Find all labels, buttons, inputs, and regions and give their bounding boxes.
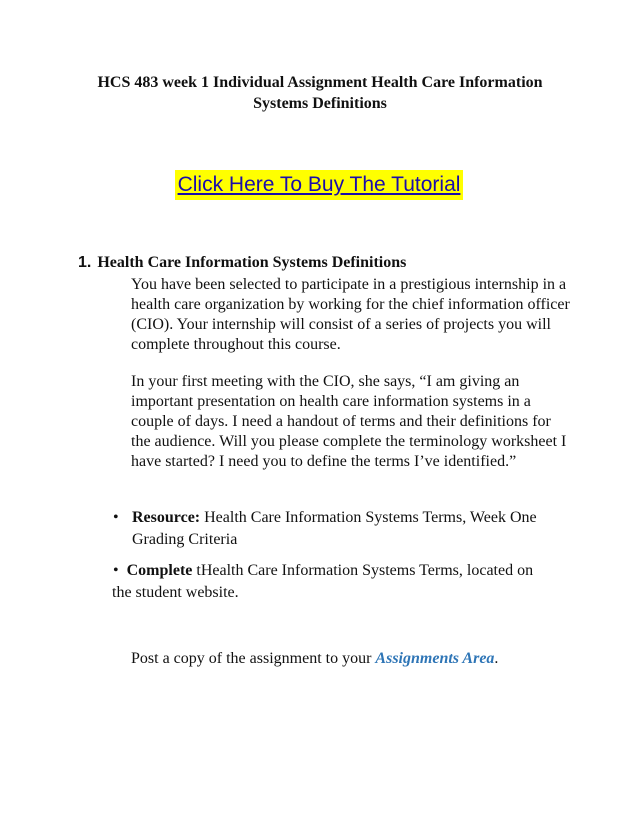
resource-bullet (113, 507, 573, 551)
title-line-1: HCS 483 week 1 Individual Assignment Health Care Information (97, 74, 543, 91)
section-heading (78, 252, 406, 273)
complete-text-continued: the student website. (112, 584, 239, 601)
complete-text: tHealth Care Information Systems Terms, located on (192, 562, 534, 579)
resource-text: Health Care Information Systems Terms, Week One Grading Criteria (132, 509, 537, 548)
section-heading-text: Health Care Information Systems Definitions (97, 254, 407, 271)
cio-paragraph: In your first meeting with the CIO, she says, “I am giving an important presentation on health care information systems in a couple of days. I need a handout of terms and their definitions for the audience. Will you please complete the terminology worksheet I have started? I need you to define the terms I’ve identified.” (131, 373, 567, 470)
intro-paragraph: You have been selected to participate in a prestigious internship in a health care organization by working for the chief information officer (CIO). Your internship will consist of a series of projects you will complete throughout this course. (131, 276, 570, 353)
post-text: Post a copy of the assignment to your (131, 650, 376, 667)
post-end: . (494, 650, 499, 667)
section-number: 1. (78, 254, 92, 271)
bullet-icon: • (113, 509, 119, 526)
title-line-2: Systems Definitions (253, 95, 387, 112)
post-instruction (131, 648, 498, 669)
complete-bullet (113, 560, 573, 604)
resource-bullet-text (132, 507, 573, 551)
cta-container (0, 170, 638, 200)
document-title (60, 72, 580, 114)
bullet-icon: • (113, 562, 119, 579)
resource-label: Resource: (132, 509, 201, 526)
buy-tutorial-link[interactable]: Click Here To Buy The Tutorial (175, 170, 464, 200)
assignments-area-link[interactable]: Assignments Area (375, 650, 495, 667)
complete-label: Complete (126, 562, 193, 579)
